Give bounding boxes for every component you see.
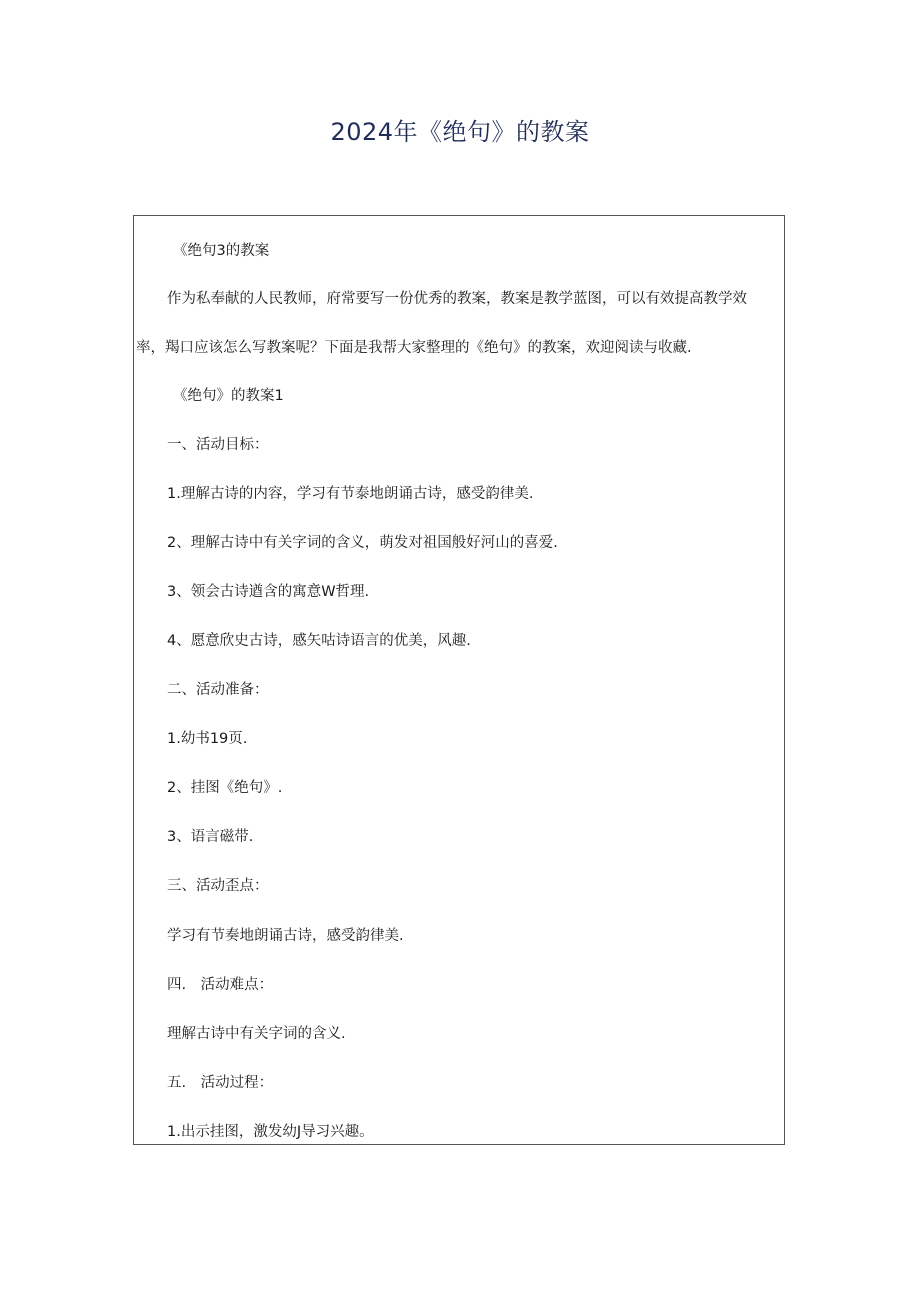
goal-item-3: 3、领会古诗遒含的寓意W哲理. <box>167 584 370 600</box>
intro-paragraph-line-2: 率，羯口应该怎么写教案呢？下面是我帮大家整理的《绝句》的教案，欢迎阅读与收藏. <box>136 340 692 356</box>
key-point-text: 学习有节奏地朗诵古诗，感受韵律美. <box>167 928 404 944</box>
preparation-item-1: 1.幼书19页. <box>167 731 248 747</box>
document-title: 2024年《绝句》的教案 <box>330 118 590 146</box>
process-item-1: 1.出示挂图，激发幼J导习兴趣。 <box>167 1124 374 1140</box>
section-heading-preparation: 二、活动准备： <box>167 682 269 698</box>
section-heading-goals: 一、活动目标： <box>167 437 269 453</box>
section-subtitle: 《绝句3的教案 <box>173 243 270 259</box>
lesson-heading: 《绝句》的教案1 <box>173 388 284 404</box>
section-heading-key-point: 三、活动歪点： <box>167 878 269 894</box>
section-heading-difficulty: 四. 活动难点： <box>167 977 274 993</box>
goal-item-1: 1.理解古诗的内容，学习有节泰地朗诵古诗，感受韵律美. <box>167 486 534 502</box>
goal-item-2: 2、理解古诗中有关字词的含义，萌发对祖国般好河山的喜爱. <box>167 535 558 551</box>
preparation-item-3: 3、语言磁带. <box>167 829 254 845</box>
difficulty-text: 理解古诗中有关字词的含义. <box>167 1026 346 1042</box>
preparation-item-2: 2、挂图《绝句》. <box>167 780 283 796</box>
intro-paragraph-line-1: 作为私奉献的人民教师，府常要写一份优秀的教案，教案是教学蓝图，可以有效提高教学效 <box>167 291 747 307</box>
section-heading-process: 五. 活动过程： <box>167 1075 274 1091</box>
goal-item-4: 4、愿意欣史古诗，感矢咕诗语言的优美，风趣. <box>167 633 471 649</box>
